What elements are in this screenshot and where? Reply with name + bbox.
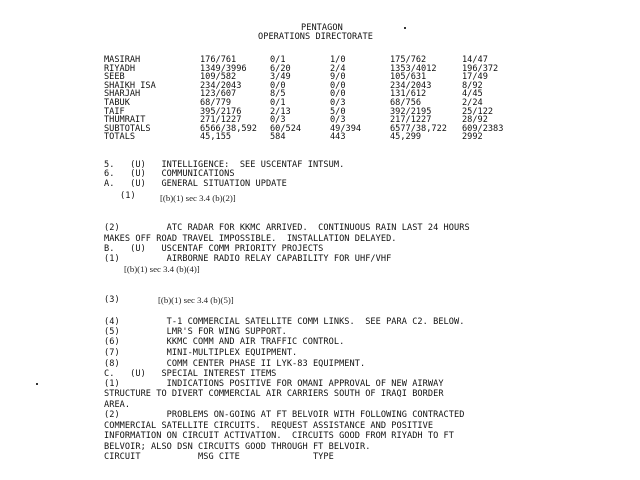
table-cell: 2/13 xyxy=(270,106,291,117)
table-cell: 234/2043 xyxy=(200,80,242,91)
table-cell: 68/779 xyxy=(200,98,232,108)
table-cell: 131/612 xyxy=(390,89,427,100)
table-cell: 196/372 xyxy=(462,63,499,74)
table-cell: 0/0 xyxy=(330,89,346,100)
table-cell: 392/2195 xyxy=(390,106,432,117)
circuit-table-header: CIRCUIT MSG CITE TYPE xyxy=(104,452,334,462)
para-c-special-interest: C. (U) SPECIAL INTEREST ITEMS xyxy=(104,369,277,379)
table-cell: 6577/38,722 xyxy=(390,123,447,134)
table-cell: 45,299 xyxy=(390,132,422,143)
table-cell: 0/1 xyxy=(270,55,286,65)
table-cell: 0/1 xyxy=(270,98,286,108)
row-label: RIYADH xyxy=(104,63,136,74)
para-a2-line-2: MAKES OFF ROAD TRAVEL IMPOSSIBLE. INSTALLATION DELAYED. xyxy=(104,234,397,244)
para-b7-line: (7) MINI-MULTIPLEX EQUIPMENT. xyxy=(104,348,298,358)
table-cell: 8/92 xyxy=(462,80,483,91)
table-cell: 175/762 xyxy=(390,55,427,65)
row-label: TAIF xyxy=(104,106,125,117)
table-cell: 68/756 xyxy=(390,98,422,108)
table-cell: 9/0 xyxy=(330,72,346,83)
row-label: SHARJAH xyxy=(104,89,141,100)
table-cell: 443 xyxy=(330,132,346,143)
table-cell: 1353/4012 xyxy=(390,63,437,74)
row-label: THUMRAIT xyxy=(104,115,146,126)
para-c1-line-1: (1) INDICATIONS POSITIVE FOR OMANI APPROVAL OF NEW AIRWAY xyxy=(104,379,444,389)
table-cell: 217/1227 xyxy=(390,115,432,126)
table-cell: 3/49 xyxy=(270,72,291,83)
table-cell: 0/3 xyxy=(330,115,346,126)
redaction-stamp-3: [(b)(1) sec 3.4 (b)(5)] xyxy=(158,295,234,305)
para-a2-line-1: (2) ATC RADAR FOR KKMC ARRIVED. CONTINUOUS RAIN LAST 24 HOURS xyxy=(104,223,470,233)
row-label: SHAIKH ISA xyxy=(104,80,156,91)
table-row xyxy=(104,133,624,142)
table-cell: 60/524 xyxy=(270,123,302,134)
redaction-stamp-1: [(b)(1) sec 3.4 (b)(2)] xyxy=(160,193,236,203)
para-c1-line-3: AREA. xyxy=(104,400,131,410)
para-6-communications: 6. (U) COMMUNICATIONS xyxy=(104,169,235,179)
table-cell: 109/582 xyxy=(200,72,237,83)
row-label: SUBTOTALS xyxy=(104,123,151,134)
table-cell: 8/5 xyxy=(270,89,286,100)
para-b6-line: (6) KKMC COMM AND AIR TRAFFIC CONTROL. xyxy=(104,337,345,347)
table-cell: 584 xyxy=(270,132,286,143)
table-cell: 45,155 xyxy=(200,132,232,143)
table-cell: 1/0 xyxy=(330,55,346,65)
table-cell: 4/45 xyxy=(462,89,483,100)
table-cell: 271/1227 xyxy=(200,115,242,126)
para-b1-line: (1) AIRBORNE RADIO RELAY CAPABILITY FOR UHF/VHF xyxy=(104,254,392,264)
para-b4-line: (4) T-1 COMMERCIAL SATELLITE COMM LINKS. SEE PARA C2. BELOW. xyxy=(104,317,465,327)
table-cell: 2992 xyxy=(462,132,483,143)
speck-mark xyxy=(404,27,406,29)
para-c2-line-4: BELVOIR; ALSO DSN CIRCUITS GOOD THROUGH FT BELVOIR. xyxy=(104,442,371,452)
table-cell: 176/761 xyxy=(200,55,237,65)
table-cell: 6566/38,592 xyxy=(200,123,257,134)
row-label: SEEB xyxy=(104,72,125,83)
table-cell: 395/2176 xyxy=(200,106,242,117)
row-label: TABUK xyxy=(104,98,130,108)
para-c2-line-1: (2) PROBLEMS ON-GOING AT FT BELVOIR WITH FOLLOWING CONTRACTED xyxy=(104,410,465,420)
table-cell: 14/47 xyxy=(462,55,488,65)
redaction-stamp-2: [(b)(1) sec 3.4 (b)(4)] xyxy=(124,264,200,274)
table-cell: 0/0 xyxy=(330,80,346,91)
table-cell: 28/92 xyxy=(462,115,488,126)
table-cell: 609/2383 xyxy=(462,123,504,134)
table-cell: 17/49 xyxy=(462,72,488,83)
table-cell: 6/20 xyxy=(270,63,291,74)
row-label: TOTALS xyxy=(104,132,136,143)
para-c2-line-2: COMMERCIAL SATELLITE CIRCUITS. REQUEST ASSISTANCE AND POSITIVE xyxy=(104,421,434,431)
table-cell: 1349/3996 xyxy=(200,63,247,74)
table-cell: 0/0 xyxy=(270,80,286,91)
para-b-priority-projects: B. (U) USCENTAF COMM PRIORITY PROJECTS xyxy=(104,244,324,254)
header-line-2: OPERATIONS DIRECTORATE xyxy=(258,32,373,42)
para-c2-line-3: INFORMATION ON CIRCUIT ACTIVATION. CIRCUITS GOOD FROM RIYADH TO FT xyxy=(104,431,454,441)
speck-mark xyxy=(36,383,38,385)
table-cell: 2/24 xyxy=(462,98,483,108)
table-cell: 234/2043 xyxy=(390,80,432,91)
table-cell: 0/3 xyxy=(270,115,286,126)
para-c1-line-2: STRUCTURE TO DIVERT COMMERCIAL AIR CARRIERS SOUTH OF IRAQI BORDER xyxy=(104,389,444,399)
table-cell: 49/394 xyxy=(330,123,362,134)
para-b8-line: (8) COMM CENTER PHASE II LYK-83 EQUIPMENT. xyxy=(104,359,366,369)
para-b5-line: (5) LMR'S FOR WING SUPPORT. xyxy=(104,327,287,337)
table-cell: 2/4 xyxy=(330,63,346,74)
table-cell: 105/631 xyxy=(390,72,427,83)
para-a-general-situation: A. (U) GENERAL SITUATION UPDATE xyxy=(104,179,287,189)
para-5-intelligence: 5. (U) INTELLIGENCE: SEE USCENTAF INTSUM. xyxy=(104,160,345,170)
table-cell: 5/0 xyxy=(330,106,346,117)
table-cell: 0/3 xyxy=(330,98,346,108)
row-label: MASIRAH xyxy=(104,55,141,65)
header-line-1: PENTAGON xyxy=(301,23,343,33)
table-cell: 123/607 xyxy=(200,89,237,100)
para-b3-label: (3) xyxy=(104,295,120,305)
table-cell: 25/122 xyxy=(462,106,494,117)
para-a1-label: (1) xyxy=(120,191,136,201)
